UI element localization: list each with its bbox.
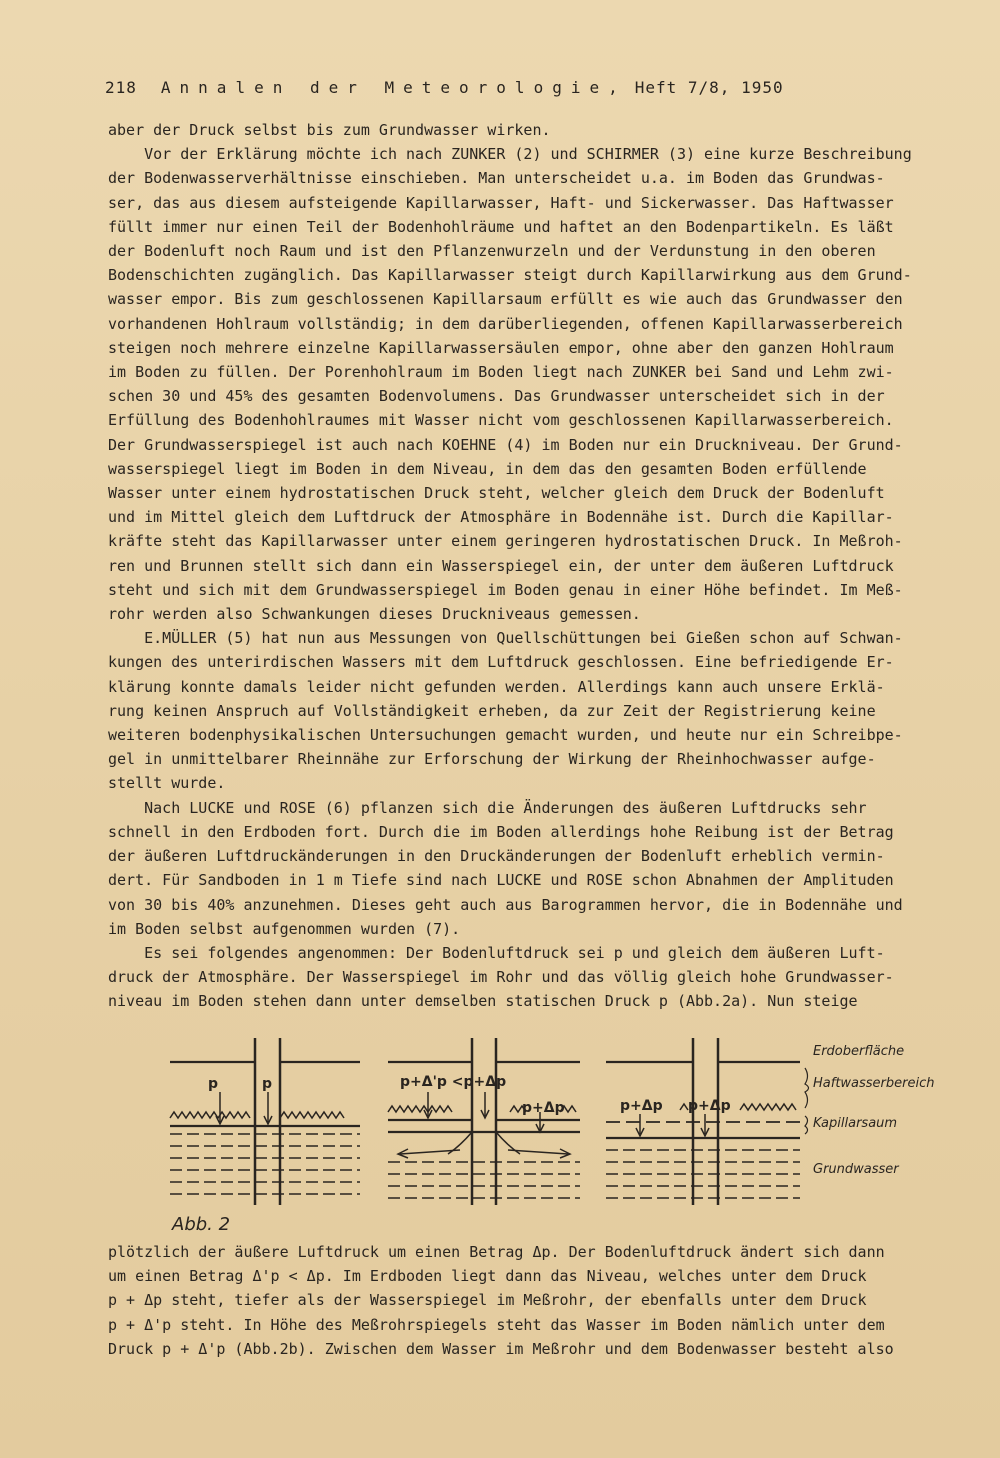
panel-b-pressure-right: p+Δp	[522, 1100, 565, 1116]
page-number: 218	[105, 78, 137, 97]
figure-diagram	[160, 1030, 960, 1240]
label-erdoberflaeche: Erdoberfläche	[813, 1044, 905, 1059]
figure-caption: Abb. 2	[172, 1214, 231, 1235]
journal-title: Annalen der Meteorologie,	[160, 78, 627, 97]
panel-c-pressure-right: p+Δp	[688, 1098, 731, 1114]
label-haftwasserbereich: Haftwasserbereich	[813, 1076, 935, 1091]
legend-braces	[805, 1068, 809, 1134]
body-text-lower: plötzlich der äußere Luftdruck um einen Betrag Δp. Der Bodenluftdruck ändert sich dann um einen Betrag Δ'p < Δp. Im Erdboden liegt dann das Niveau, welches unter dem Druck p + Δp steht, tiefer als der Wasserspiegel im Meßrohr, der ebenfalls unter dem Druck p + Δ'p steht. In Höhe des Meßrohrspiegels steht das Wasser im Boden nämlich unter dem Druck p + Δ'p (Abb.2b). Zwischen dem Wasser im Meßrohr und dem Bodenwasser besteht also	[108, 1243, 894, 1358]
panel-a-drawing	[170, 1038, 360, 1205]
panel-b-pressure-compare: p+Δ'p <p+Δp	[400, 1074, 507, 1090]
label-kapillarsaum: Kapillarsaum	[813, 1116, 898, 1131]
label-grundwasser: Grundwasser	[813, 1162, 899, 1177]
issue-info: Heft 7/8, 1950	[634, 78, 784, 97]
figure-abb-2	[160, 1030, 960, 1240]
panel-c-pressure-left: p+Δp	[620, 1098, 663, 1114]
panel-b-drawing	[388, 1038, 580, 1205]
panel-c-drawing	[606, 1038, 800, 1205]
page-header	[105, 78, 905, 97]
panel-a-pressure-right: p	[262, 1076, 273, 1092]
body-text-upper: aber der Druck selbst bis zum Grundwasser wirken. Vor der Erklärung möchte ich nach ZUNKER (2) und SCHIRMER (3) eine kurze Beschreibung der Bodenwasserverhältnisse einschieben. Man unterscheidet u.a. im Boden das Grundwas- ser, das aus diesem aufsteigende Kapillarwasser, Haft- und Sickerwasser. Das Haftwasser füllt immer nur einen Teil der Bodenhohlräume und haftet an den Bodenpartikeln. Es läßt der Bodenluft noch Raum und ist den Pflanzenwurzeln und der Verdunstung in den oberen Bodenschichten zugänglich. Das Kapillarwasser steigt durch Kapillarwirkung aus dem Grund- wasser empor. Bis zum geschlossenen Kapillarsaum erfüllt es wie auch das Grundwasser den vorhandenen Hohlraum vollständig; in dem darüberliegenden, offenen Kapillarwasserbereich steigen noch mehrere einzelne Kapillarwassersäulen empor, ohne aber den ganzen Hohlraum im Boden zu füllen. Der Porenhohlraum im Boden liegt nach ZUNKER bei Sand und Lehm zwi- schen 30 und 45% des gesamten Bodenvolumens. Das Grundwasser unterscheidet sich in der Erfüllung des Bodenhohlraumes mit Wasser nicht vom geschlossenen Kapillarwasserbereich. Der Grundwasserspiegel ist auch nach KOEHNE (4) im Boden nur ein Druckniveau. Der Grund- wasserspiegel liegt im Boden in dem Niveau, in dem das den gesamten Boden erfüllende Wasser unter einem hydrostatischen Druck steht, welcher gleich dem Druck der Bodenluft und im Mittel gleich dem Luftdruck der Atmosphäre in Bodennähe ist. Durch die Kapillar- kräfte steht das Kapillarwasser unter einem geringeren hydrostatischen Druck. In Meßroh- ren und Brunnen stellt sich dann ein Wasserspiegel ein, der unter dem äußeren Luftdruck steht und sich mit dem Grundwasserspiegel im Boden genau in einer Höhe befindet. Im Meß- rohr werden also Schwankungen dieses Druckniveaus gemessen. E.MÜLLER (5) hat nun aus Messungen von Quellschüttungen bei Gießen schon auf Schwan- kungen des unterirdischen Wassers mit dem Luftdruck geschlossen. Eine befriedigende Er- klärung konnte damals leider nicht gefunden werden. Allerdings kann auch unsere Erklä- rung keinen Anspruch auf Vollständigkeit erheben, da zur Zeit der Registrierung keine weiteren bodenphysikalischen Untersuchungen gemacht wurden, und heute nur ein Schreibpe- gel in unmittelbarer Rheinnähe zur Erforschung der Wirkung der Rheinhochwasser aufge- stellt wurde. Nach LUCKE und ROSE (6) pflanzen sich die Änderungen des äußeren Luftdrucks sehr schnell in den Erdboden fort. Durch die im Boden allerdings hohe Reibung ist der Betrag der äußeren Luftdruckänderungen in den Druckänderungen der Bodenluft erheblich vermin- dert. Für Sandboden in 1 m Tiefe sind nach LUCKE und ROSE schon Abnahmen der Amplituden von 30 bis 40% anzunehmen. Dieses geht auch aus Barogrammen hervor, die in Bodennähe und im Boden selbst aufgenommen wurden (7). Es sei folgendes angenommen: Der Bodenluftdruck sei p und gleich dem äußeren Luft- druck der Atmosphäre. Der Wasserspiegel im Rohr und das völlig gleich hohe Grundwasser- niveau im Boden stehen dann unter demselben statischen Druck p (Abb.2a). Nun steige	[108, 121, 912, 1011]
panel-a-pressure-left: p	[208, 1076, 219, 1092]
